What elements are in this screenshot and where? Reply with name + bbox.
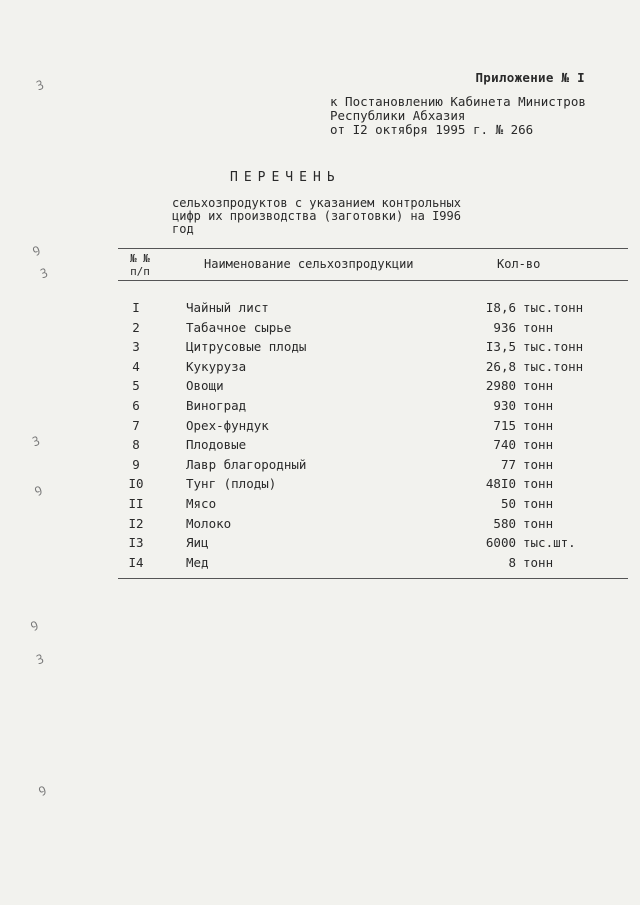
margin-mark: ꝫ [37,263,49,279]
quantity-unit: тонн [523,496,554,511]
quantity-unit: тыс.тонн [523,358,584,374]
table-row [118,476,628,496]
row-number: I4 [128,554,144,570]
quantity-unit: тонн [523,456,554,472]
quantity-value: I8,6 [485,300,516,315]
quantity-unit: тонн [523,319,554,335]
row-number: 5 [132,378,140,394]
quantity-unit: тонн [523,437,554,453]
table-row [118,496,628,516]
quantity-unit: тыс.шт. [523,535,576,551]
row-number: I3 [128,535,144,551]
row-number: I [132,300,140,315]
row-number: II [128,496,144,511]
quantity-value: 8 [508,554,516,570]
document-title: ПЕРЕЧЕНЬ [230,170,341,185]
row-number: 9 [132,456,140,472]
quantity-value: 6000 [485,535,516,551]
quantity-unit: тонн [523,476,554,492]
product-name: Плодовые [186,437,247,453]
table-row [118,457,628,477]
product-name: Виноград [186,398,247,413]
row-number: 2 [132,319,140,335]
margin-mark: ꝯ [29,241,42,257]
product-name: Яиц [186,535,209,551]
table-row [118,398,628,418]
table-top-rule [118,248,628,249]
quantity-value: 930 [493,398,516,413]
table-row [118,378,628,398]
product-name: Мед [186,554,209,570]
quantity-unit: тонн [523,417,554,433]
quantity-unit: тонн [523,378,554,394]
table-row [118,555,628,575]
quantity-value: I3,5 [485,339,516,355]
product-name: Кукуруза [186,358,247,374]
column-header-number: № № п/п [130,252,150,278]
appendix-label: Приложение № I [475,70,585,85]
table-header-rule [118,280,628,281]
quantity-unit: тонн [523,398,554,413]
margin-mark: ꝯ [35,781,48,797]
quantity-value: 715 [493,417,516,433]
product-name: Молоко [186,515,232,531]
margin-mark: ꝫ [33,649,45,665]
quantity-value: 936 [493,319,516,335]
table-row [118,516,628,536]
margin-mark: ꝯ [27,616,40,632]
quantity-unit: тонн [523,515,554,531]
quantity-unit: тонн [523,554,554,570]
product-name: Лавр благородный [186,456,307,472]
resolution-reference: к Постановлению Кабинета Министров Республики Абхазия от I2 октября 1995 г. № 266 [330,94,586,137]
table-bottom-rule [118,578,628,579]
table-row [118,418,628,438]
column-header-quantity: Кол-во [497,257,541,271]
row-number: I2 [128,515,144,531]
row-number: 3 [132,339,140,355]
column-header-name: Наименование сельхозпродукции [204,257,414,271]
product-name: Цитрусовые плоды [186,339,307,355]
table-row [118,339,628,359]
quantity-value: 50 [500,496,516,511]
quantity-value: 740 [493,437,516,453]
product-name: Орех-фундук [186,417,269,433]
margin-mark: ꝫ [33,75,45,91]
row-number: 6 [132,398,140,413]
quantity-value: 580 [493,515,516,531]
product-name: Овощи [186,378,224,394]
margin-mark: ꝯ [31,481,44,497]
product-name: Мясо [186,496,217,511]
table-row [118,300,628,320]
table-row [118,359,628,379]
quantity-value: 2980 [485,378,516,394]
quantity-value: 77 [500,456,516,472]
product-name: Тунг (плоды) [186,476,277,492]
table-row [118,535,628,555]
margin-mark: ꝫ [29,431,41,447]
table-row [118,320,628,340]
quantity-unit: тыс.тонн [523,339,584,355]
row-number: 4 [132,358,140,374]
product-name: Табачное сырье [186,319,292,335]
quantity-unit: тыс.тонн [523,300,584,315]
quantity-value: 26,8 [485,358,516,374]
row-number: 8 [132,437,140,453]
product-name: Чайный лист [186,300,269,315]
row-number: 7 [132,417,140,433]
table-row [118,437,628,457]
row-number: I0 [128,476,144,492]
document-subtitle: сельхозпродуктов с указанием контрольных цифр их производства (заготовки) на I996 год [172,196,461,236]
quantity-value: 48I0 [485,476,516,492]
